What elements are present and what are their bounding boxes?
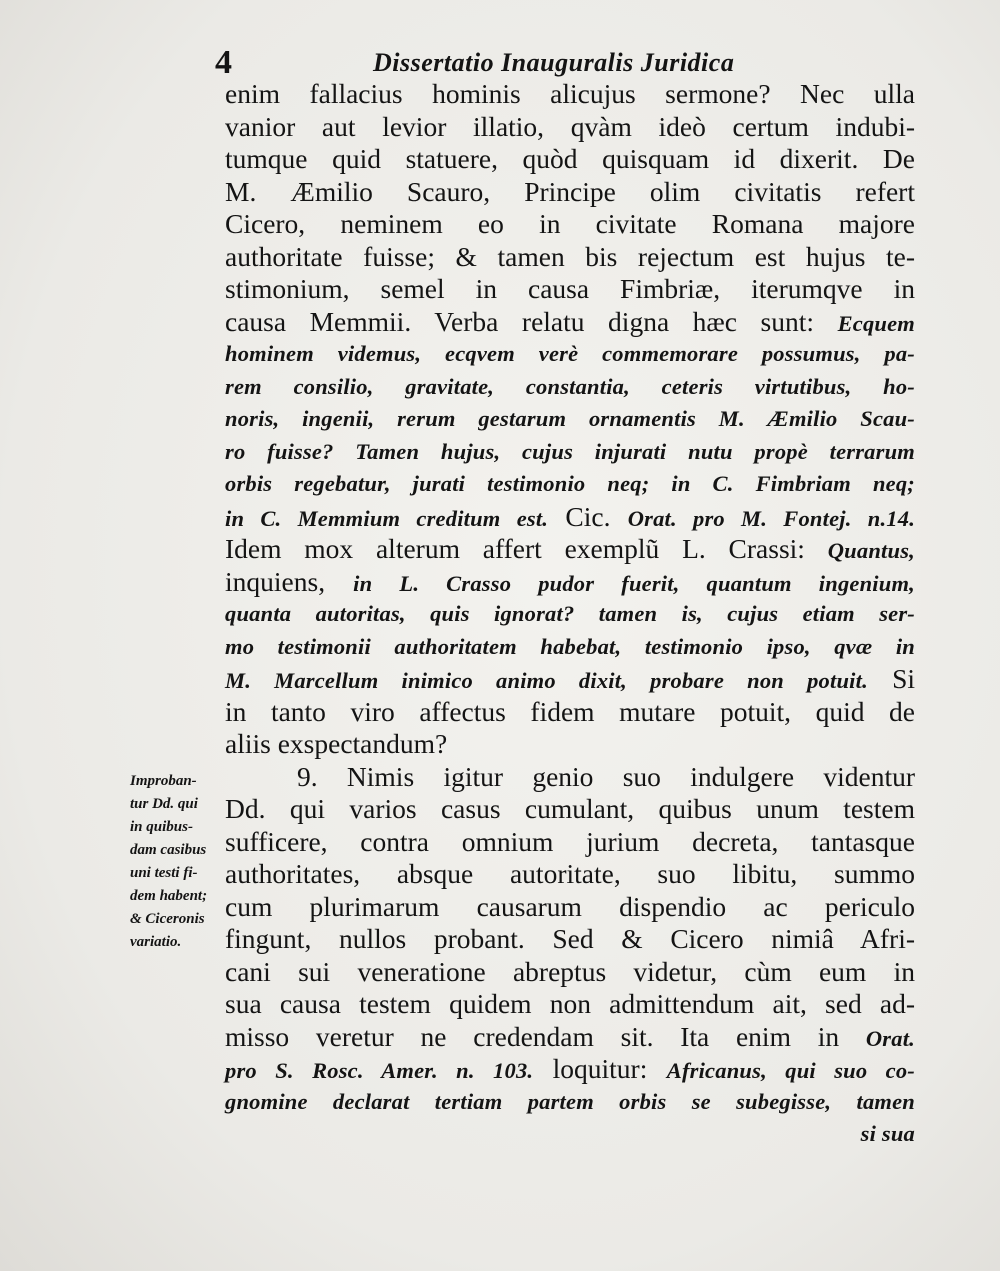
text-line	[225, 663, 915, 696]
text-line	[225, 566, 915, 599]
text-segment: inquiens,	[225, 565, 326, 597]
text-line: sua causa testem quidem non admittendum ait, sed ad-	[225, 988, 915, 1019]
citation-ref: pro S. Rosc. Amer. n. 103.	[225, 1058, 534, 1083]
quotation-segment: Africanus, qui suo co-	[666, 1058, 915, 1083]
quotation-line: noris, ingenii, rerum gestarum ornamentis M. Æmilio Scau-	[225, 406, 915, 431]
text-line: stimonium, semel in causa Fimbriæ, iterumqve in	[225, 273, 915, 304]
quotation-line: ro fuisse? Tamen hujus, cujus injurati nutu propè terrarum	[225, 438, 915, 464]
quotation-line: rem consilio, gravitate, constantia, ceteris virtutibus, ho-	[225, 373, 915, 399]
text-line: cum plurimarum causarum dispendio ac periculo	[225, 890, 915, 922]
text-segment: causa Memmii. Verba relatu digna hæc sunt:	[225, 305, 815, 337]
text-line: Dd. qui varios casus cumulant, quibus unum testem	[225, 793, 915, 824]
text-line: cani sui veneratione abreptus videtur, cùm eum in	[225, 955, 915, 987]
text-line: authoritate fuisse; & tamen bis rejectum est hujus te-	[225, 240, 915, 272]
text-line: fingunt, nullos probant. Sed & Cicero nimiâ Afri-	[225, 923, 915, 954]
text-segment: loquitur:	[552, 1053, 648, 1084]
text-segment: misso veretur ne credendam sit. Ita enim in	[225, 1020, 840, 1052]
margin-note-line: Improban-	[130, 773, 197, 789]
text-segment: Si	[892, 663, 915, 694]
citation-ref: Orat.	[865, 1025, 915, 1051]
text-line	[225, 501, 915, 534]
text-line	[225, 533, 915, 566]
text-line	[225, 306, 915, 339]
margin-note-line: in quibus-	[130, 819, 193, 835]
text-line: authoritates, absque autoritate, suo libitu, summo	[225, 858, 915, 889]
margin-note-line: variatio.	[130, 934, 182, 950]
body-text	[225, 78, 915, 1151]
text-line: M. Æmilio Scauro, Principe olim civitatis refert	[225, 175, 915, 207]
citation-ref: Orat. pro M. Fontej. n.14.	[627, 505, 916, 531]
marginal-note	[130, 770, 230, 954]
text-line: Cicero, neminem eo in civitate Romana majore	[225, 208, 915, 239]
quotation-line: orbis regebatur, jurati testimonio neq; in C. Fimbriam neq;	[225, 471, 915, 496]
text-line: in tanto viro affectus fidem mutare potuit, quid de	[225, 695, 915, 727]
quotation-segment: in L. Crasso pudor fuerit, quantum ingenium,	[353, 570, 915, 596]
catchword: si sua	[860, 1121, 915, 1146]
quotation-segment: Quantus,	[827, 538, 916, 563]
running-title: Dissertatio Inauguralis Juridica	[373, 48, 735, 77]
quotation-line: hominem videmus, ecqvem verè commemorare possumus, pa-	[225, 341, 915, 366]
margin-note-line: uni testi fi-	[130, 865, 198, 881]
margin-note-line: tur Dd. qui	[130, 796, 198, 812]
text-segment: Idem mox alterum affert exemplũ L. Crassi:	[225, 533, 805, 564]
quotation-segment: Ecquem	[837, 310, 916, 336]
quotation-line: mo testimonii authoritatem habebat, testimonio ipso, qvæ in	[225, 633, 915, 659]
text-line: vanior aut levior illatio, qvàm ideò certum indubi-	[225, 110, 915, 142]
paragraph-start-line: 9. Nimis igitur genio suo indulgere videntur	[297, 760, 915, 792]
page-number: 4	[215, 44, 232, 81]
margin-note-line: dem habent;	[130, 888, 208, 904]
quotation-segment: M. Marcellum inimico animo dixit, probare non potuit.	[225, 668, 868, 693]
text-line: tumque quid statuere, quòd quisquam id dixerit. De	[225, 143, 915, 174]
margin-note-line: dam casibus	[130, 842, 207, 858]
text-line	[225, 1021, 915, 1054]
quotation-line: gnomine declarat tertiam partem orbis se subegisse, tamen	[225, 1088, 915, 1114]
text-line	[225, 1053, 915, 1086]
quotation-line: quanta autoritas, quis ignorat? tamen is, cujus etiam ser-	[225, 601, 915, 626]
text-line: enim fallacius hominis alicujus sermone? Nec ulla	[225, 78, 915, 109]
citation-segment: Cic.	[565, 500, 611, 532]
quotation-segment: in C. Memmium creditum est.	[225, 505, 549, 531]
margin-note-line: & Ciceronis	[130, 911, 205, 927]
text-line: sufficere, contra omnium jurium decreta, tantasque	[225, 825, 915, 857]
text-line: aliis exspectandum?	[225, 728, 448, 759]
